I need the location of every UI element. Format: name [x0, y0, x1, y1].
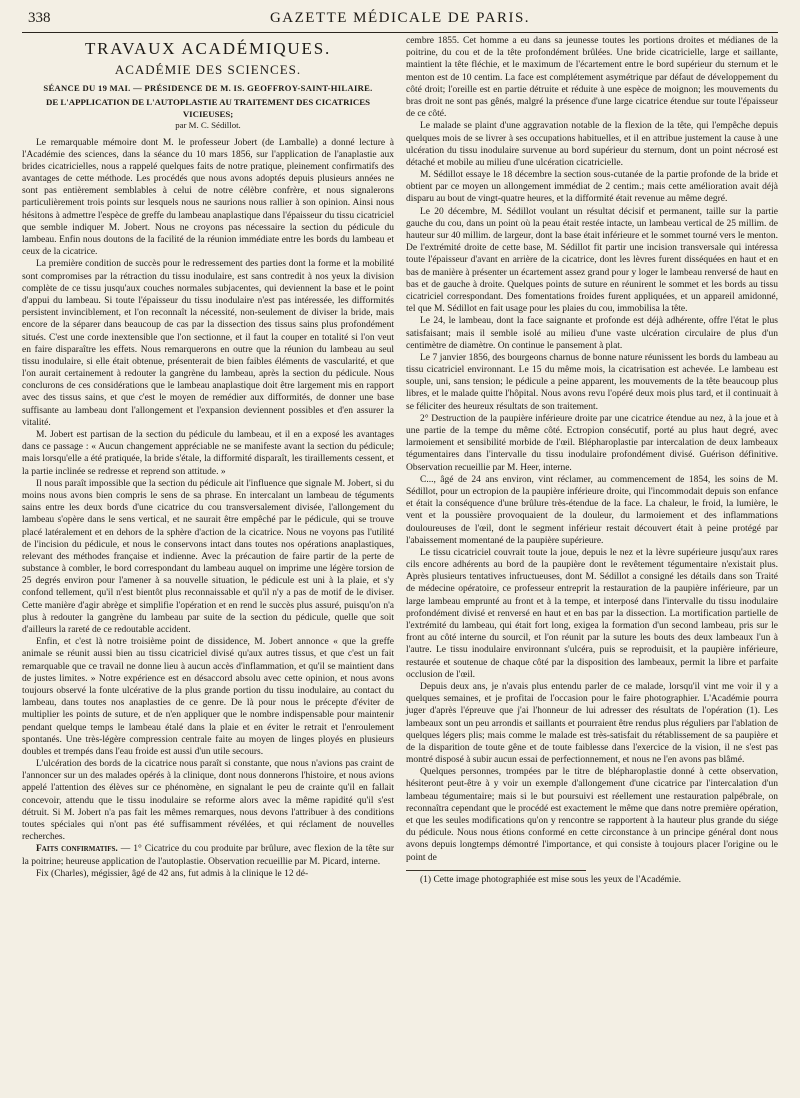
paragraph: Il nous paraît impossible que la section du pédicule ait l'influence que signale M. Jobert, si du moins nous avons bien compris le sens de sa phrase. En intercalant un lambeau de téguments sains entre les deux bords d'une cicatrice du cou transversalement divisée, l'allongement du lambeau s'opère dans le sens vertical, et ne saurait être empêché par le pédicule, qui se trouve placé latéralement et en dehors de la sphère d'action de la cicatrice. Nous ne voyons pas l'utilité de l'incision du pédicule, et nous le conservons intact dans toutes nos opérations anaplastiques, relevant des méthodes française et indienne. Avec la précaution de faire partir de la perte de substance à combler, le bord correspondant du lambeau auquel on imprime une légère torsion de 25 degrés environ pour l'amener à sa nouvelle situation, le pédicule est uni à la plaie, et s'y confond tellement, qu'il n'est bientôt plus reconnaissable et qu'il n'y a pas de motif de le diviser. Cette manière d'agir abrège et simplifie l'opération et en rend le succès plus assuré, puisqu'on n'a plus à redouter la gangrène du lambeau par suite de la section du pédicule, quelle que soit d'ailleurs la rareté de ce redoutable accident.	[22, 478, 394, 635]
paragraph: Le tissu cicatriciel couvrait toute la joue, depuis le nez et la lèvre supérieure jusqu'aux rares cils encore adhérents au bord de la paupière dont le revêtement tégumentaire n'existait plus. Après plusieurs tentatives infructueuses, dont M. Sédillot a consigné les détails dans son Traité de médecine opératoire, ce professeur entreprit la restauration de la paupière inférieure, par un large lambeau emprunté au front et à la tempe, et interposé dans l'intervalle du tissu inodulaire profondément divisé et renversé en haut et en bas par la dissection. La mortification partielle de l'extrémité du lambeau, qui était fort long, exigea la formation d'un second lambeau, pris sur le front au côté interne du sourcil, et l'on réunit par la suture les bouts des deux lambeaux l'un à l'autre. Le tissu inodulaire environnant s'ulcéra, puis se reproduisit, et la paupière inférieure, restaurée et soutenue de chaque côté par la disposition des lambeaux, permit la libre et parfaite occlusion de l'œil.	[406, 547, 778, 680]
article-title-main: DE L'APPLICATION DE L'AUTOPLASTIE AU TRAITEMENT DES CICATRICES VICIEUSES;	[45, 97, 370, 119]
subsection-title: ACADÉMIE DES SCIENCES.	[114, 62, 302, 77]
paragraph: Le remarquable mémoire dont M. le professeur Jobert (de Lamballe) a donné lecture à l'Académie des sciences, dans la séance du 10 mars 1856, sur l'application de l'anaplastie aux brides cicatricielles, nous a rappelé quelques faits de notre pratique, pleinement confirmatifs des avantages de cette méthode. Les procédés que nous avons adoptés depuis plusieurs années ne sont pas entièrement semblables à celui de notre célèbre confrère, et nous signalerons particulièrement trois points sur lesquels nous ne saurions nous rallier à son opinion. Ainsi nous hésitons à admettre l'espèce de greffe du lambeau anaplastique dans l'épaisseur du tissu cicatriciel que semble indiquer M. Jobert. Nous ne croyons pas nécessaire la section du pédicule du lambeau. Enfin nous doutons de la facilité de la réunion immédiate entre les bords du lambeau et ceux de la cicatrice.	[22, 137, 394, 258]
right-column	[406, 35, 778, 886]
journal-title: GAZETTE MÉDICALE DE PARIS.	[269, 10, 531, 26]
paragraph: La première condition de succès pour le redressement des parties dont la forme et la mobilité sont compromises par la rétraction du tissu inodulaire, est sans contredit à nos yeux la division complète de ce tissu jusqu'aux couches normales subjacentes, qui deviennent la base et le point d'appui du lambeau. Si toute l'épaisseur du tissu inodulaire n'est pas intéressée, les difformités persistent invinciblement, et l'on reconnaît la nécessité, non-seulement de diviser la bride, mais encore de la séparer dans beaucoup de cas par la dissection des tissus sains plus profondément situés. C'est une corde inextensible que l'on sectionne, et il faut la couper en totalité si l'on veut en faire disparaître les effets. Nous remarquerons en outre que la réunion du lambeau au seul tissu inodulaire, si elle était obtenue, présenterait de bien faibles éléments de vascularité, et que l'on aurait certainement à redouter la gangrène du lambeau, après la section du pédicule. Nous conclurons de ces considérations que le lambeau anaplastique doit être largement mis en rapport avec des tissus sains, et que c'est le moyen de remédier aux difformités, de donner une base suffisante au lambeau dont l'allongement et l'expansion deviennent possibles et d'en assurer la vitalité.	[22, 259, 394, 428]
paragraph: L'ulcération des bords de la cicatrice nous paraît si constante, que nous n'avions pas craint de l'annoncer sur un des malades opérés à la clinique, dont nous donnerons l'histoire, et nous avions appelé l'attention des élèves sur ce phénomène, en signalant le peu de crainte qu'il en fallait concevoir, attendu que le tissu inodulaire se reforme alors avec la même rapidité qu'il s'est détruit. Si M. Jobert n'a pas fait les mêmes remarques, nous devons l'attribuer à des conditions toutes spéciales qui n'ont pas été suffisamment révélées, et qui réclament de nouvelles recherches.	[22, 759, 394, 843]
paragraph: Le malade se plaint d'une aggravation notable de la flexion de la tête, qui l'empêche depuis quelques mois de se livrer à ses occupations habituelles, et il en attribue justement la cause à une ulcération du tissu inodulaire survenue au bord supérieur du sternum, dont un point nécrosé est détaché et mobile au milieu d'une ulcération cicatricielle.	[406, 121, 778, 168]
paragraph: cembre 1855. Cet homme a eu dans sa jeunesse toutes les portions droites et médianes de la poitrine, du cou et de la tête profondément brûlées. Une bride cicatricielle, large et saillante, maintient la tête fléchie, et le maximum de l'écartement entre le bord supérieur du sternum et le menton est de 10 centim. La face est complétement asymétrique par défaut de développement du côté droit; l'oreille est en partie détruite et réduite à une espèce de moignon; les mouvements du bras droit ne sont pas gênés, malgré la présence d'une large cicatrice étendue sur toute l'épaisseur de ce côté.	[406, 36, 778, 120]
faits-text: — 1° Cicatrice du cou produite par brûlure, avec flexion de la tête sur la poitrine; heureuse application de l'autoplastie. Observation recueillie par M. Picard, interne.	[22, 844, 394, 867]
paragraph: Le 7 janvier 1856, des bourgeons charnus de bonne nature réunissent les bords du lambeau au tissu cicatriciel environnant. Le 15 du même mois, la cicatrisation est achevée. Le lambeau est souple, uni, sans tension; le pédicule a peine apparent, les mouvements de la tête beaucoup plus libres, et le malade quitte l'hôpital. Nous avons revu l'opéré deux mois plus tard, et il continuait à se féliciter des heureux résultats de son traitement.	[406, 352, 778, 412]
paragraph: Le 24, le lambeau, dont la face saignante et profonde est déjà adhérente, offre l'état le plus satisfaisant; mais il semble isolé au milieu d'une vaste ulcération circulaire de plus d'un centimètre de diamètre. On continue le pansement à plat.	[406, 316, 778, 351]
section-title: TRAVAUX ACADÉMIQUES.	[84, 39, 331, 58]
footnote: (1) Cette image photographiée est mise sous les yeux de l'Académie.	[420, 874, 682, 885]
page-number: 338	[28, 10, 51, 26]
paragraph: M. Jobert est partisan de la section du pédicule du lambeau, et il en a exposé les avantages dans ce passage : « Aucun changement appréciable ne se manifeste avant la section du pédicule; mais lorsqu'elle a été pratiquée, la bride s'étale, la difformité disparaît, les tiraillements cessent, et la partie inclinée se redresse et reprend son attitude. »	[22, 430, 394, 477]
faits-label: Faits confirmatifs.	[36, 844, 118, 855]
article-title	[22, 97, 394, 132]
paragraph: Enfin, et c'est là notre troisième point de dissidence, M. Jobert annonce « que la greffe animale se réunit aussi bien au tissu cicatriciel divisé qu'aux autres tissus, et que c'est un fait remarquable que ce travail ne donne lieu à aucun accès d'inflammation, et qu'il se maintient dans de justes limites. » Notre expérience est en désaccord absolu avec cette opinion, et nous avons toujours observé la fonte ulcérative de la plus grande portion du tissu inodulaire, au contact du lambeau, dans toutes nos anaplasties de ce genre. De là pour nous le précepte d'éviter de multiplier les points de suture, et de n'en appliquer que le nombre indispensable pour maintenir pendant quelque temps le lambeau étalé dans la plaie et en éviter le retrait et l'enroulement spontanés. Une très-légère compression centrale faite au moyen de linges ployés en plusieurs doubles et trempés dans l'eau froide est aussi d'un utile secours.	[22, 637, 394, 757]
running-head	[22, 8, 778, 33]
text-columns	[22, 35, 778, 886]
left-column	[22, 35, 394, 886]
footnote-rule	[406, 870, 586, 871]
paragraph: Le 20 décembre, M. Sédillot voulant un résultat décisif et permanent, taille sur la partie gauche du cou, dans un point où la peau était restée intacte, un lambeau vertical de 25 millim. de hauteur sur 40 millim. de largeur, dont la base était inférieure et le sommet tourné vers le menton. De l'extrémité droite de cette base, M. Sédillot fit partir une incision transversale qui intéressa toute l'épaisseur d'avant en arrière de la cicatrice, dont les lèvres furent disséquées en haut et en bas de manière à présenter un écartement assez grand pour y loger le lambeau renversé de haut en bas et de gauche à droite. Quelques points de suture en réunirent le sommet et les bords au tissu cicatriciel correspondant. Des fomentations froides furent appliquées, et un appareil amidonné, tel que M. Sédillot en fait usage pour les plaies du cou, immobilisa la tête.	[406, 206, 778, 315]
paragraph: Quelques personnes, trompées par le titre de blépharoplastie donné à cette observation, hésiteront peut-être à y voir un exemple d'allongement d'une cicatrice par l'intercalation d'un lambeau tégumentaire; mais si le but poursuivi est réellement une restauration palpébrale, on reconnaîtra cependant que le procédé est exactement le même que dans notre première opération, et que les seules modifications qu'on y rencontre se rapportent à la hauteur plus grande du siége du pédicule. Nous nous étions conformé en cette circonstance à un principe général dont nous avons depuis longtemps démontré l'importance, et qui consiste à toujours placer l'origine ou le point de	[406, 767, 778, 863]
paragraph: Fix (Charles), mégissier, âgé de 42 ans, fut admis à la clinique le 12 dé-	[36, 868, 309, 879]
session-line: SÉANCE DU 19 MAI. — PRÉSIDENCE DE M. IS. GEOFFROY-SAINT-HILAIRE.	[43, 83, 373, 93]
article-author: par M. C. Sédillot.	[175, 120, 241, 130]
paragraph: 2° Destruction de la paupière inférieure droite par une cicatrice étendue au nez, à la joue et à une partie de la tempe du même côté. Ectropion consécutif, porté au plus haut degré, avec larmoiement et sensibilité morbide de l'œil. Blépharoplastie par intercalation de deux lambeaux tégumentaires dans l'intervalle du tissu inodulaire profondément divisé. Guérison définitive. Observation recueillie par M. Heer, interne.	[406, 413, 778, 473]
paragraph: Depuis deux ans, je n'avais plus entendu parler de ce malade, lorsqu'il vint me voir il y a quelques semaines, et je profitai de l'occasion pour le faire photographier. L'Académie pourra juger d'après l'épreuve que j'ai l'honneur de lui adresser des résultats de l'opération (1). Les lambeaux sont un peu arrondis et saillants et pourraient être rendus plus réguliers par l'ablation de quelques légers plis; mais comme le malade est très-satisfait du rétablissement de sa paupière et de la disparition de toute gêne et de toute faiblesse dans l'exercice de la vision, il ne s'est pas montré disposé à subir aucun essai de perfectionnement, et nous ne l'en avons pas blâmé.	[406, 681, 778, 766]
paragraph: M. Sédillot essaye le 18 décembre la section sous-cutanée de la partie profonde de la bride et obtient par ce moyen un allongement immédiat de 2 centim.; mais cette amélioration avait déjà disparu au bout de vingt-quatre heures, et la difformité était revenue au même degré.	[406, 170, 778, 205]
paragraph: C..., âgé de 24 ans environ, vint réclamer, au commencement de 1854, les soins de M. Sédillot, pour un ectropion de la paupière inférieure droite, qui l'incommodait depuis son enfance et était la conséquence d'une brûlure très-étendue de la face. La chaleur, le froid, la lumière, le vent et la poussière provoquaient de la douleur, du larmoiement et des inflammations douloureuses de l'œil, dont le segment inférieur restait découvert était à peine protégé par l'abaissement momentané de la paupière supérieure.	[406, 474, 778, 546]
faits-paragraph	[22, 843, 394, 867]
